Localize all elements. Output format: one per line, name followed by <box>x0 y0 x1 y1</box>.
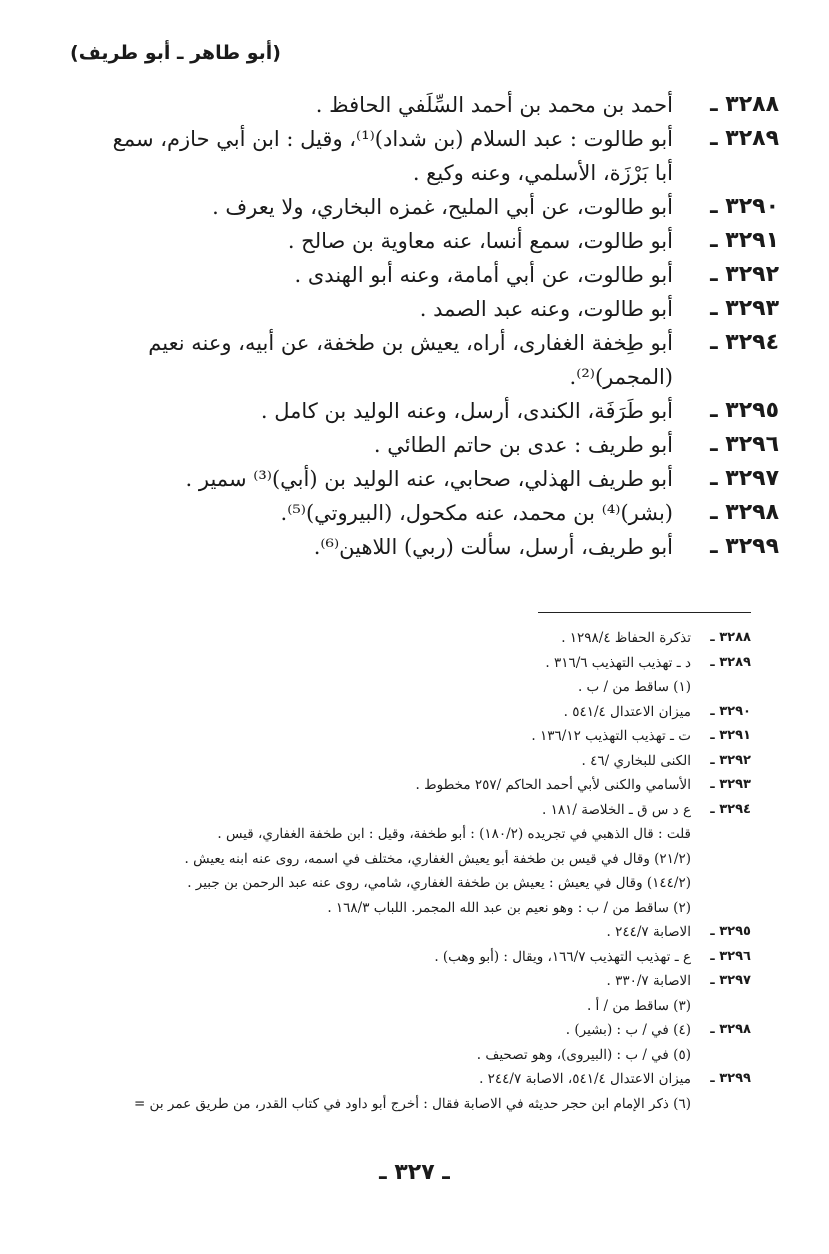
footnote <box>71 871 751 896</box>
footnote-number: ٣٢٩٣ ـ <box>710 777 751 792</box>
footnote <box>71 651 751 676</box>
entry <box>89 394 779 428</box>
footnote-number <box>691 847 751 872</box>
footnote <box>71 994 751 1019</box>
footnote-number: ٣٢٩٧ ـ <box>710 973 751 988</box>
entry <box>89 88 779 122</box>
entry-text: أحمد بن محمد بن أحمد السِّلَفي الحافظ . <box>315 93 673 117</box>
footnote <box>71 798 751 823</box>
footnote <box>71 700 751 725</box>
footnote <box>71 724 751 749</box>
footnotes-list <box>71 626 751 1116</box>
entry-number: ٣٢٨٨ ـ <box>710 92 779 117</box>
footnote-text: ع د س ق ـ الخلاصة /١٨١ . <box>542 801 691 818</box>
footnote-number: ٣٢٨٩ ـ <box>710 654 751 670</box>
entry <box>89 122 779 190</box>
entry-number: ٣٢٩٠ ـ <box>710 194 779 219</box>
running-header: (أبو طاهر ـ أبو طريف) <box>70 42 281 64</box>
entry <box>89 326 779 394</box>
footnote-text: (٢) ساقط من / ب : وهو نعيم بن عبد الله المجمر. اللباب ١٦٨/٣ . <box>327 899 691 916</box>
footnote-text: (٢١/٢) وقال في قيس بن طخفة أبو يعيش الغفاري، مختلف في اسمه، روى عنه ابنه يعيش . <box>184 850 691 867</box>
entry <box>89 258 779 292</box>
footnote-number <box>691 822 751 847</box>
entry <box>89 530 779 564</box>
entry-text: أبو طالوت، عن أبي المليح، غمزه البخاري، ولا يعرف . <box>212 195 673 219</box>
entry-number: ٣٢٩٣ ـ <box>710 296 779 321</box>
entry <box>89 224 779 258</box>
footnote-text: تذكرة الحفاظ ١٢٩٨/٤ . <box>561 630 691 646</box>
footnote <box>71 847 751 872</box>
footnote-text: الأسامي والكنى لأبي أحمد الحاكم /٢٥٧ مخطوط . <box>415 777 691 793</box>
footnote <box>71 945 751 970</box>
footnote-number: ٣٢٩٨ ـ <box>710 1022 751 1037</box>
entry-text: أبو طالوت، عن أبي أمامة، وعنه أبو الهندى . <box>294 263 673 287</box>
footnote <box>71 675 751 700</box>
entry-text: أبو طَرَفَة، الكندى، أرسل، وعنه الوليد بن كامل . <box>260 399 673 423</box>
entry-text: أبو طريف، أرسل، سألت (ربي) اللاهين⁽⁶⁾. <box>313 535 673 559</box>
entry-number: ٣٢٩٥ ـ <box>710 398 779 423</box>
footnote-number: ٣٢٩١ ـ <box>710 728 751 743</box>
footnote-text: ع ـ تهذيب التهذيب ١٦٦/٧، ويقال : (أبو وهب) . <box>434 948 691 965</box>
footnote-text: الاصابة ٢٤٤/٧ . <box>606 924 691 940</box>
footnote-number: ٣٢٩٤ ـ <box>710 801 751 817</box>
footnote-divider <box>538 612 751 613</box>
entry-number: ٣٢٩٦ ـ <box>710 432 779 457</box>
footnote-number: ٣٢٩٥ ـ <box>710 924 751 939</box>
footnote-text: (٤) في / ب : (بشير) . <box>565 1022 691 1038</box>
footnote-number <box>691 871 751 896</box>
footnote-text: الكنى للبخاري /٤٦ . <box>581 752 691 769</box>
footnote-text: (١) ساقط من / ب . <box>577 679 691 695</box>
footnote-text: ميزان الاعتدال ٥٤١/٤ . <box>563 703 691 720</box>
entry <box>89 462 779 496</box>
entry-text: أبو طريف الهذلي، صحابي، عنه الوليد بن (أبي)⁽³⁾ سمير . <box>185 467 673 491</box>
entry-number: ٣٢٩٩ ـ <box>710 534 779 559</box>
entry-text: (بشر)⁽⁴⁾ بن محمد، عنه مكحول، (البيروتي)⁽⁵⁾. <box>280 501 673 525</box>
entry-number: ٣٢٨٩ ـ <box>710 126 779 151</box>
entry-text: أبو طالوت : عبد السلام (بن شداد)⁽¹⁾، وقيل : ابن أبي حازم، سمع أبا بَرْزَة، الأسلمي، وعنه وكيع . <box>112 127 673 185</box>
footnote <box>71 969 751 994</box>
entries-list <box>89 88 779 564</box>
page-number: ـ ٣٢٧ ـ <box>379 1160 450 1185</box>
entry <box>89 190 779 224</box>
footnote-text: الاصابة ٣٣٠/٧ . <box>606 973 691 989</box>
entry-number: ٣٢٩١ ـ <box>710 228 779 253</box>
footnote <box>71 749 751 774</box>
footnote <box>71 920 751 945</box>
footnote-text: قلت : قال الذهبي في تجريده (١٨٠/٢) : أبو طخفة، وقيل : ابن طخفة الغفاري، قيس . <box>217 826 691 842</box>
footnote-number: ٣٢٨٨ ـ <box>710 630 751 645</box>
footnote-number: ٣٢٩٦ ـ <box>710 948 751 964</box>
entry <box>89 496 779 530</box>
entry <box>89 428 779 462</box>
entry-text: أبو طالوت، سمع أنسا، عنه معاوية بن صالح . <box>287 229 673 253</box>
footnote-text: د ـ تهذيب التهذيب ٣١٦/٦ . <box>545 654 691 671</box>
entry-text: أبو طِخفة الغفارى، أراه، يعيش بن طخفة، عن أبيه، وعنه نعيم (المجمر)⁽²⁾. <box>148 331 673 389</box>
footnote-number: ٣٢٩٠ ـ <box>710 703 751 719</box>
footnote <box>71 1043 751 1068</box>
footnote-text: (١٤٤/٢) وقال في يعيش : يعيش بن طخفة الغفاري، شامي، روى عنه عبد الرحمن بن جبير . <box>187 875 691 891</box>
footnote <box>71 1092 751 1117</box>
footnote-number <box>691 896 751 921</box>
entry-number: ٣٢٩٧ ـ <box>710 466 779 491</box>
footnote-number <box>691 1043 751 1068</box>
footnote <box>71 896 751 921</box>
entry-number: ٣٢٩٢ ـ <box>710 262 779 287</box>
footnote <box>71 626 751 651</box>
footnote <box>71 773 751 798</box>
footnote-number <box>691 675 751 700</box>
footnote-number <box>691 1092 751 1117</box>
footnote-text: (٥) في / ب : (البيروى)، وهو تصحيف . <box>476 1046 691 1063</box>
footnote-text: (٦) ذكر الإمام ابن حجر حديثه في الاصابة فقال : أخرج أبو داود في كتاب القدر، من طريق عمر بن = <box>133 1095 691 1112</box>
entry-number: ٣٢٩٤ ـ <box>710 330 779 355</box>
footnote-text: ميزان الاعتدال ٥٤١/٤، الاصابة ٢٤٤/٧ . <box>479 1071 691 1087</box>
footnote-text: (٣) ساقط من / أ . <box>586 997 691 1014</box>
entry-text: أبو طريف : عدى بن حاتم الطائي . <box>373 433 673 457</box>
footnote <box>71 1067 751 1092</box>
entry-text: أبو طالوت، وعنه عبد الصمد . <box>419 297 673 321</box>
footnote-number: ٣٢٩٩ ـ <box>710 1071 751 1086</box>
entry <box>89 292 779 326</box>
footnote <box>71 1018 751 1043</box>
footnote-text: ت ـ تهذيب التهذيب ١٣٦/١٢ . <box>531 728 691 744</box>
entry-number: ٣٢٩٨ ـ <box>710 500 779 525</box>
footnote-number <box>691 994 751 1019</box>
footnote-number: ٣٢٩٢ ـ <box>710 752 751 768</box>
footnote <box>71 822 751 847</box>
